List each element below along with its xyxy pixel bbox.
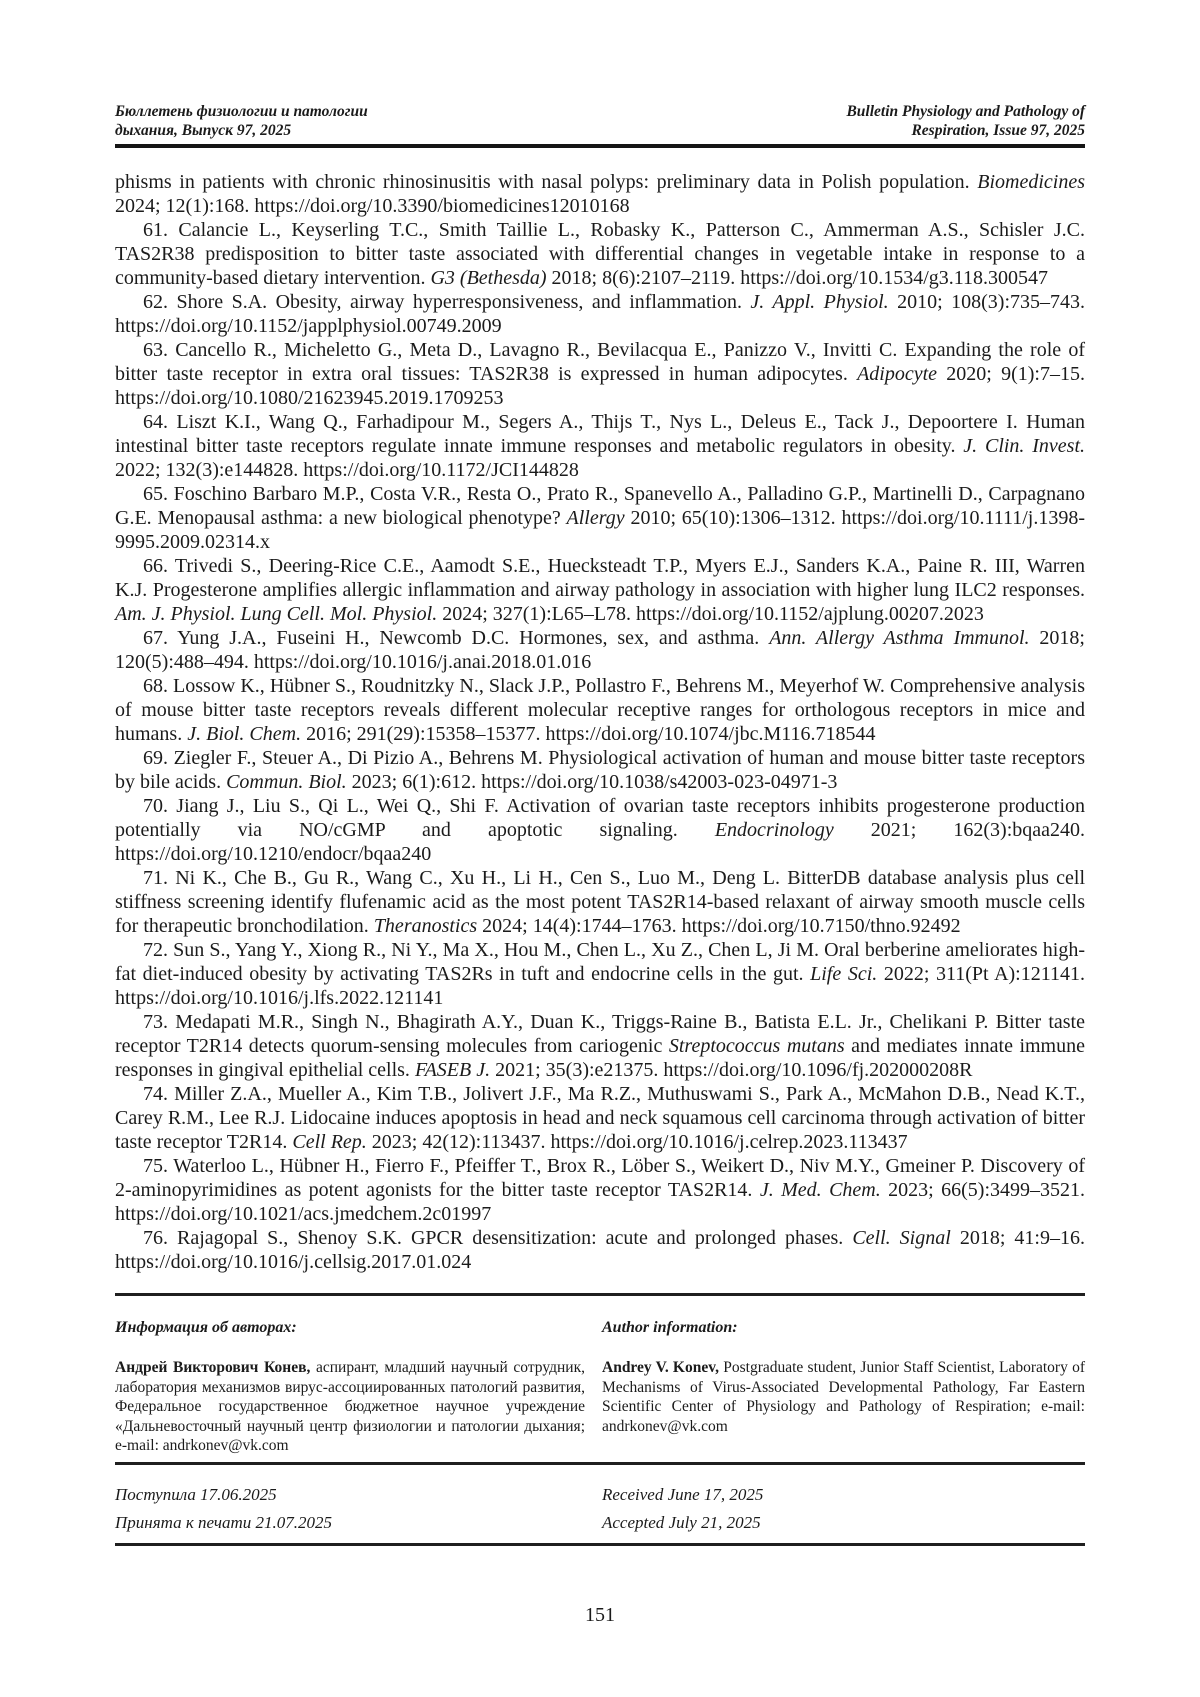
reference-continuation: phisms in patients with chronic rhinosinusitis with nasal polyps: preliminary data in Polish population. Biomedicines 2024; 12(1):168. https://doi.org/10.3390/biomedicines12010168 bbox=[115, 171, 1085, 217]
references-section bbox=[115, 170, 1085, 1274]
page-number: 151 bbox=[585, 1603, 615, 1626]
reference-item: 69. Ziegler F., Steuer A., Di Pizio A., Behrens M. Physiological activation of human and mouse bitter taste receptors by bile acids. Commun. Biol. 2023; 6(1):612. https://doi.org/10.1038/s42003-023-04971-3 bbox=[115, 747, 1085, 793]
reference-item: 70. Jiang J., Liu S., Qi L., Wei Q., Shi F. Activation of ovarian taste receptors inhibits progesterone production potentially via NO/cGMP and apoptotic signaling. Endocrinology 2021; 162(3):bqaa240. https://doi.org/10.1210/endocr/bqaa240 bbox=[115, 795, 1086, 865]
author-info-heading-ru: Информация об авторах: bbox=[115, 1319, 297, 1336]
reference-item: 74. Miller Z.A., Mueller A., Kim T.B., Jolivert J.F., Ma R.Z., Muthuswami S., Park A., McMahon D.B., Nead K.T., Carey R.M., Lee R.J. Lidocaine induces apoptosis in head and neck squamous cell carcinoma through activation of bitter taste receptor T2R14. Cell Rep. 2023; 42(12):113437. https://doi.org/10.1016/j.celrep.2023.113437 bbox=[115, 1083, 1085, 1153]
page-header bbox=[115, 102, 1085, 140]
journal-title-ru-line1: Бюллетень физиологии и патологии bbox=[115, 103, 368, 120]
reference-item: 63. Cancello R., Micheletto G., Meta D., Lavagno R., Bevilacqua E., Panizzo V., Invitti C. Expanding the role of bitter taste receptor in extra oral tissues: TAS2R38 is expressed in human adipocytes. Adipocyte 2020; 9(1):7–15. https://doi.org/10.1080/21623945.2019.1709253 bbox=[115, 339, 1085, 409]
dates-section bbox=[115, 1481, 1085, 1537]
journal-title-ru bbox=[115, 102, 368, 140]
dates-top-rule bbox=[115, 1462, 1085, 1465]
author-bio-ru: Андрей Викторович Конев, аспирант, младший научный сотрудник, лаборатория механизмов вирус-ассоциированных патологий развития, Федеральное государственное бюджетное научное учреждение «Дальневосточный научный центр физиологии и патологии дыхания; e-mail: andrkonev@vk.com bbox=[115, 1359, 585, 1454]
reference-item: 64. Liszt K.I., Wang Q., Farhadipour M., Segers A., Thijs T., Nys L., Deleus E., Tack J., Depoortere I. Human intestinal bitter taste receptors regulate innate immune responses and metabolic regulators in obesity. J. Clin. Invest. 2022; 132(3):e144828. https://doi.org/10.1172/JCI144828 bbox=[115, 411, 1085, 481]
reference-item: 76. Rajagopal S., Shenoy S.K. GPCR desensitization: acute and prolonged phases. Cell. Signal 2018; 41:9–16. https://doi.org/10.1016/j.cellsig.2017.01.024 bbox=[115, 1227, 1085, 1273]
author-bio-en: Andrey V. Konev, Postgraduate student, Junior Staff Scientist, Laboratory of Mechanisms of Virus-Associated Developmental Pathology, Far Eastern Scientific Center of Physiology and Pathology of Respiration; e-mail: andrkonev@vk.com bbox=[602, 1359, 1085, 1435]
dates-en bbox=[602, 1481, 1085, 1537]
accepted-date-ru: Принята к печати 21.07.2025 bbox=[115, 1512, 333, 1532]
journal-title-en bbox=[846, 102, 1085, 140]
journal-title-en-line2: Respiration, Issue 97, 2025 bbox=[911, 122, 1085, 139]
reference-item: 65. Foschino Barbaro M.P., Costa V.R., Resta O., Prato R., Spanevello A., Palladino G.P., Martinelli D., Carpagnano G.E. Menopausal asthma: a new biological phenotype? Allergy 2010; 65(10):1306–1312. https://doi.org/10.1111/j.1398-9995.2009.02314.x bbox=[115, 483, 1085, 553]
received-date-en: Received June 17, 2025 bbox=[602, 1484, 764, 1504]
dates-ru bbox=[115, 1481, 585, 1537]
reference-item: 62. Shore S.A. Obesity, airway hyperresponsiveness, and inflammation. J. Appl. Physiol. 2010; 108(3):735–743. https://doi.org/10.1152/japplphysiol.00749.2009 bbox=[115, 291, 1086, 337]
journal-title-en-line1: Bulletin Physiology and Pathology of bbox=[846, 103, 1085, 120]
journal-title-ru-line2: дыхания, Выпуск 97, 2025 bbox=[115, 122, 292, 139]
received-date-ru: Поступила 17.06.2025 bbox=[115, 1484, 277, 1504]
accepted-date-en: Accepted July 21, 2025 bbox=[602, 1512, 761, 1532]
author-info-heading-en: Author information: bbox=[602, 1319, 738, 1336]
references-list bbox=[115, 218, 1085, 1274]
reference-item: 71. Ni K., Che B., Gu R., Wang C., Xu H., Li H., Cen S., Luo M., Deng L. BitterDB database analysis plus cell stiffness screening identify flufenamic acid as the most potent TAS2R14-based relaxant of airway smooth muscle cells for therapeutic bronchodilation. Theranostics 2024; 14(4):1744–1763. https://doi.org/10.7150/thno.92492 bbox=[115, 867, 1085, 937]
reference-item: 66. Trivedi S., Deering-Rice C.E., Aamodt S.E., Huecksteadt T.P., Myers E.J., Sanders K.A., Paine R. III, Warren K.J. Progesterone amplifies allergic inflammation and airway pathology in association with higher lung ILC2 responses. Am. J. Physiol. Lung Cell. Mol. Physiol. 2024; 327(1):L65–L78. https://doi.org/10.1152/ajplung.00207.2023 bbox=[115, 555, 1085, 625]
reference-item: 61. Calancie L., Keyserling T.C., Smith Taillie L., Robasky K., Patterson C., Ammerman A.S., Schisler J.C. TAS2R38 predisposition to bitter taste associated with differential changes in vegetable intake in response to a community-based dietary intervention. G3 (Bethesda) 2018; 8(6):2107–2119. https://doi.org/10.1534/g3.118.300547 bbox=[115, 219, 1085, 289]
reference-item: 67. Yung J.A., Fuseini H., Newcomb D.C. Hormones, sex, and asthma. Ann. Allergy Asthma Immunol. 2018; 120(5):488–494. https://doi.org/10.1016/j.anai.2018.01.016 bbox=[115, 627, 1085, 673]
page-footer bbox=[115, 1604, 1085, 1627]
reference-item: 72. Sun S., Yang Y., Xiong R., Ni Y., Ma X., Hou M., Chen L., Xu Z., Chen L, Ji M. Oral berberine ameliorates high-fat diet-induced obesity by activating TAS2Rs in tuft and endocrine cells in the gut. Life Sci. 2022; 311(Pt A):121141. https://doi.org/10.1016/j.lfs.2022.121141 bbox=[115, 939, 1086, 1009]
reference-item: 68. Lossow K., Hübner S., Roudnitzky N., Slack J.P., Pollastro F., Behrens M., Meyerhof W. Comprehensive analysis of mouse bitter taste receptors reveals different molecular receptive ranges for orthologous receptors in mice and humans. J. Biol. Chem. 2016; 291(29):15358–15377. https://doi.org/10.1074/jbc.M116.718544 bbox=[115, 675, 1085, 745]
reference-item: 73. Medapati M.R., Singh N., Bhagirath A.Y., Duan K., Triggs-Raine B., Batista E.L. Jr., Chelikani P. Bitter taste receptor T2R14 detects quorum-sensing molecules from cariogenic Streptococcus mutans and mediates innate immune responses in gingival epithelial cells. FASEB J. 2021; 35(3):e21375. https://doi.org/10.1096/fj.202000208R bbox=[115, 1011, 1085, 1081]
dates-bottom-rule bbox=[115, 1543, 1085, 1546]
header-rule bbox=[115, 144, 1085, 148]
reference-item: 75. Waterloo L., Hübner H., Fierro F., Pfeiffer T., Brox R., Löber S., Weikert D., Niv M.Y., Gmeiner P. Discovery of 2-aminopyrimidines as potent agonists for the bitter taste receptor TAS2R14. J. Med. Chem. 2023; 66(5):3499–3521. https://doi.org/10.1021/acs.jmedchem.2c01997 bbox=[115, 1155, 1085, 1225]
author-info-section bbox=[115, 1296, 1085, 1456]
